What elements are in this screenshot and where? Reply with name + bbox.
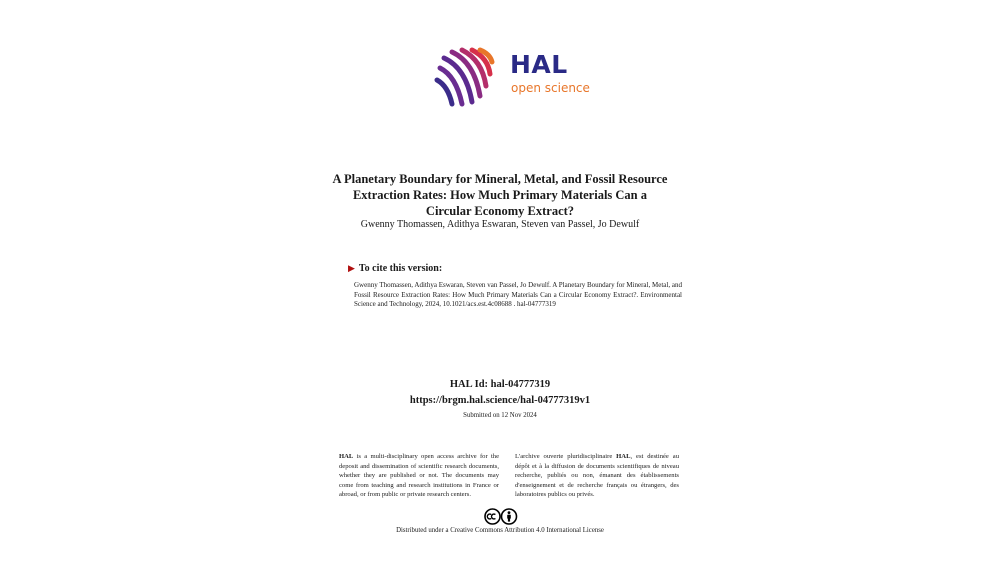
hal-logo — [432, 44, 602, 110]
description-fr-text: L'archive ouverte pluridisciplinaire — [515, 453, 617, 460]
paper-authors: Gwenny Thomassen, Adithya Eswaran, Steven van Passel, Jo Dewulf — [360, 219, 640, 230]
triangle-right-icon: ▶ — [348, 263, 355, 273]
hal-logo-mark-icon — [432, 46, 496, 108]
description-fr-rest: , est destinée au dépôt et à la diffusion de documents scientifiques de niveau recherche, publiés ou non, émanant des établissements d'enseignement et de recherche français ou étrangers, des laboratoires publics ou privés. — [515, 453, 679, 498]
cc-by-icon — [484, 508, 518, 525]
description-french — [515, 452, 679, 500]
submitted-date: Submitted on 12 Nov 2024 — [463, 412, 537, 419]
cite-heading-label: To cite this version: — [358, 263, 443, 274]
description-en-brand: HAL — [339, 453, 354, 460]
description-fr-brand: HAL — [616, 453, 631, 460]
cite-heading — [348, 263, 442, 274]
logo-wordmark: HAL — [510, 50, 568, 79]
hal-id: HAL Id: hal-04777319 — [449, 379, 551, 390]
license-text: Distributed under a Creative Commons Attribution 4.0 International License — [396, 527, 604, 534]
logo-tagline: open science — [511, 81, 590, 95]
description-english — [339, 452, 499, 500]
description-en-text: is a multi-disciplinary open access archive for the deposit and dissemination of scientific research documents, whether they are published or not. The documents may come from teaching and research institutions in France or abroad, or from public or private research centers. — [339, 453, 499, 498]
citation-text: Gwenny Thomassen, Adithya Eswaran, Steven van Passel, Jo Dewulf. A Planetary Boundary for Mineral, Metal, and Fossil Resource Extraction Rates: How Much Primary Materials Can a Circular Economy Extract?. Environmental Science and Technology, 2024, 10.1021/acs.est.4c08688 . hal-04777319 — [354, 281, 682, 309]
hal-url-link[interactable]: https://brgm.hal.science/hal-04777319v1 — [409, 395, 591, 406]
paper-title: A Planetary Boundary for Mineral, Metal, and Fossil Resource Extraction Rates: How Much Primary Materials Can a Circular Economy Extract? — [332, 172, 668, 218]
